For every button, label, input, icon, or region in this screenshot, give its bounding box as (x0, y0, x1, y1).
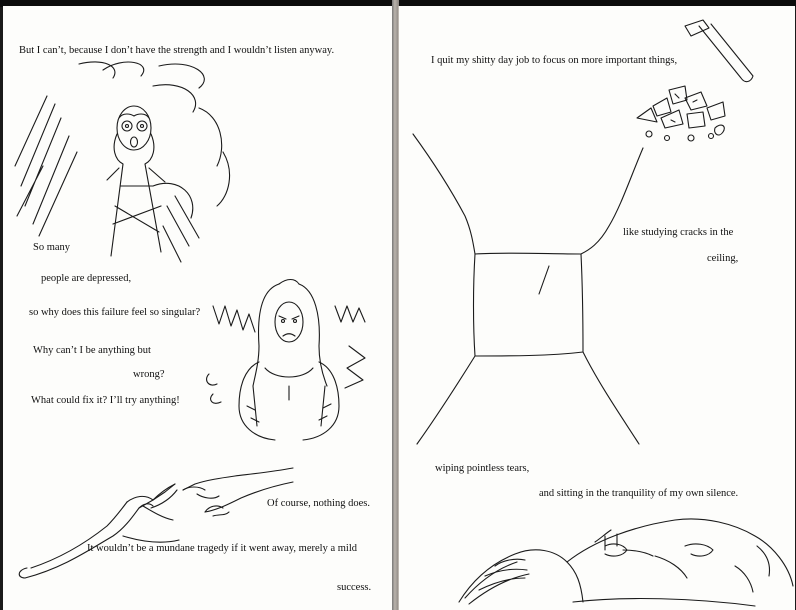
frowning-woman-drawing (199, 276, 379, 446)
right-text-4: wiping pointless tears, (435, 463, 530, 474)
right-text-5: and sitting in the tranquility of my own silence. (539, 488, 739, 499)
right-page (398, 6, 795, 610)
ceiling-room-drawing (399, 126, 795, 456)
left-page (3, 6, 394, 610)
left-text-10: success. (337, 582, 372, 593)
right-text-1: I quit my shitty day job to focus on more important things, (431, 55, 678, 66)
left-text-1: But I can’t, because I don’t have the strength and I wouldn’t listen anyway. (19, 45, 335, 56)
right-text-2: like studying cracks in the (623, 227, 734, 238)
lying-face-drawing (455, 506, 795, 610)
left-text-8: Of course, nothing does. (267, 498, 370, 509)
left-text-9: It wouldn’t be a mundane tragedy if it went away, merely a mild (87, 543, 358, 554)
left-text-6: wrong? (133, 369, 165, 380)
reaching-hands-drawing (3, 446, 303, 586)
left-text-4: so why does this failure feel so singular? (29, 307, 201, 318)
left-text-7: What could fix it? I’ll try anything! (31, 395, 180, 406)
left-text-5: Why can’t I be anything but (33, 345, 151, 356)
left-text-3: people are depressed, (41, 273, 132, 284)
left-text-2: So many (33, 242, 71, 253)
right-text-3: ceiling, (707, 253, 739, 264)
